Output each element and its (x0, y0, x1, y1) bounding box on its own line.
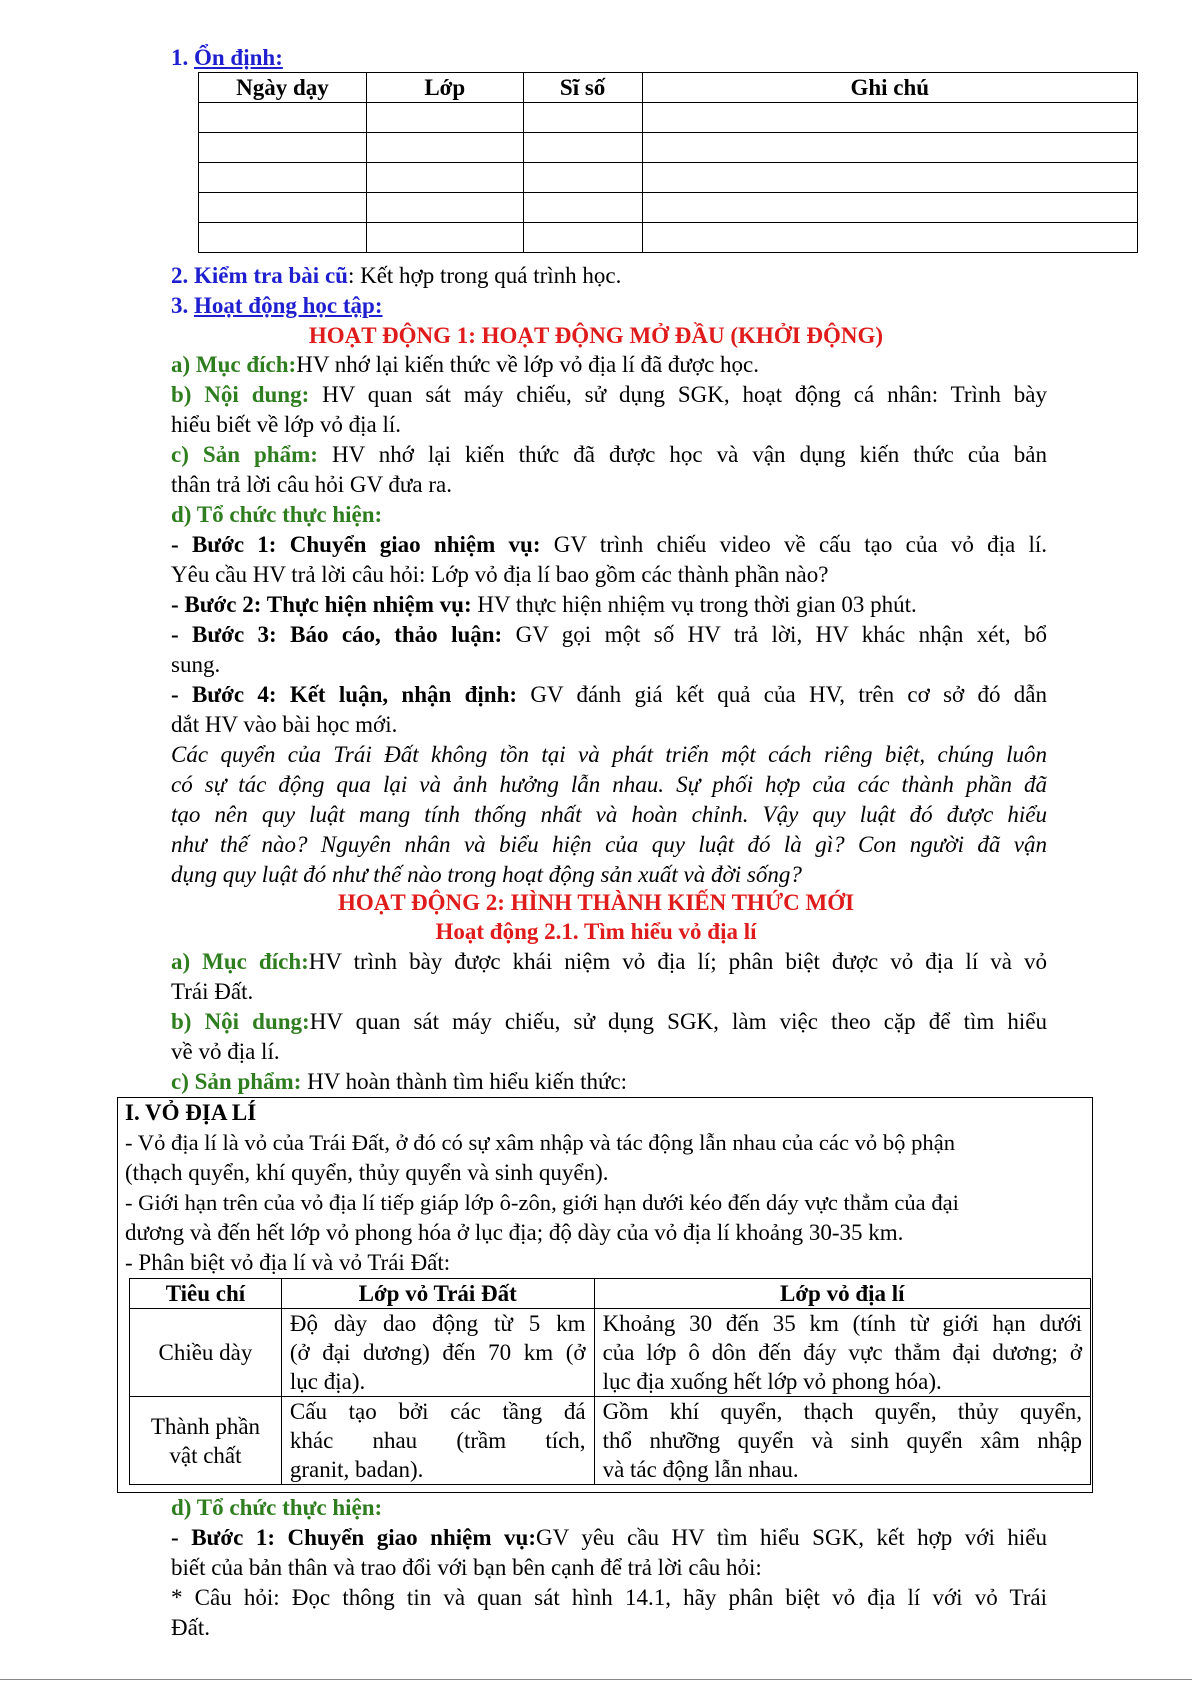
hd1-a-text: HV nhớ lại kiến thức về lớp vỏ địa lí đã được học. (296, 352, 759, 377)
table-row (130, 1397, 1091, 1485)
geo-shell-thickness (594, 1309, 1090, 1397)
hd2-a-line-2: Trái Đất. (171, 979, 254, 1004)
cell-line: thổ nhưỡng quyển và sinh quyển xâm nhập (602, 1428, 1082, 1453)
box-line-5: - Phân biệt vỏ địa lí và vỏ Trái Đất: (125, 1250, 451, 1275)
hd1-step-4 (171, 681, 1047, 709)
hd1-step-4-label: - Bước 4: Kết luận, nhận định: (171, 682, 518, 707)
table-row (199, 163, 1138, 193)
hd1-intro-line-4: như thế nào? Nguyên nhân và biểu hiện của quy luật đó là gì? Con người đã vận (171, 832, 1047, 857)
attendance-header-row (199, 73, 1138, 103)
comparison-table (129, 1278, 1091, 1485)
hd2-a-text: HV trình bày được khái niệm vỏ địa lí; phân biệt được vỏ địa lí và vỏ (308, 949, 1047, 974)
table-row (199, 193, 1138, 223)
box-line-3: - Giới hạn trên của vỏ địa lí tiếp giáp lớp ô-zôn, giới hạn dưới kéo đến dáy vực thẳm của đại (125, 1190, 959, 1215)
section-2-label: 2. Kiểm tra bài cũ (171, 263, 348, 288)
comparison-header-row (130, 1279, 1091, 1309)
hd1-step-3-line-2: sung. (171, 652, 221, 677)
hd2-step-1-label: - Bước 1: Chuyển giao nhiệm vụ: (171, 1525, 536, 1550)
cell-line: Gồm khí quyển, thạch quyển, thủy quyển, (602, 1399, 1082, 1424)
criterion-thickness: Chiều dày (130, 1309, 282, 1397)
hd1-step-1 (171, 531, 1047, 559)
col-ghi-chu: Ghi chú (642, 73, 1137, 103)
box-line-4: dương và đến hết lớp vỏ phong hóa ở lục địa; độ dày của vỏ địa lí khoảng 30-35 km. (125, 1220, 904, 1245)
cell-line: vật chất (169, 1442, 242, 1468)
cell-line: granit, badan). (289, 1457, 424, 1482)
page-bottom-divider (0, 1679, 1192, 1680)
hd1-b-line (171, 381, 1047, 409)
table-row (130, 1309, 1091, 1397)
section-2-line (171, 262, 621, 290)
hd2-b-label: b) Nội dung: (171, 1009, 310, 1034)
hd1-step-2-text: HV thực hiện nhiệm vụ trong thời gian 03 phút. (471, 592, 917, 617)
activity-1-heading: HOẠT ĐỘNG 1: HOẠT ĐỘNG MỞ ĐẦU (KHỞI ĐỘNG) (308, 323, 884, 348)
col-lop: Lớp (366, 73, 523, 103)
section-3-number: 3. (171, 293, 194, 318)
table-row (199, 223, 1138, 253)
col-lop-vo-dia-li: Lớp vỏ địa lí (594, 1279, 1090, 1309)
hd1-step-3 (171, 621, 1047, 649)
cell-line: lục địa xuống hết lớp vỏ phong hóa). (602, 1369, 942, 1394)
hd2-c-label: c) Sản phẩm: (171, 1069, 302, 1094)
cell-line: (ở đại dương) đến 70 km (ở (289, 1340, 586, 1365)
box-title: I. VỎ ĐỊA LÍ (125, 1100, 257, 1125)
hd1-c-label: c) Sản phẩm: (171, 442, 318, 467)
hd2-d-label: d) Tổ chức thực hiện: (171, 1495, 383, 1520)
geo-shell-composition (594, 1397, 1090, 1485)
earth-crust-composition (281, 1397, 594, 1485)
hd2-step-1 (171, 1524, 1047, 1552)
hd2-a-label: a) Mục đích: (171, 949, 309, 974)
col-lop-vo-trai-dat: Lớp vỏ Trái Đất (281, 1279, 594, 1309)
section-2-text: : Kết hợp trong quá trình học. (347, 263, 622, 288)
hd2-question-line-2: Đất. (171, 1615, 210, 1640)
section-1-number: 1. (171, 45, 194, 70)
activity-2-1-heading: Hoạt động 2.1. Tìm hiểu vỏ địa lí (435, 919, 757, 944)
section-3-title: Hoạt động học tập: (194, 293, 383, 318)
col-tieu-chi: Tiêu chí (130, 1279, 282, 1309)
hd1-step-4-text: GV đánh giá kết quả của HV, trên cơ sở đó dẫn (517, 682, 1047, 707)
cell-line: khác nhau (trầm tích, (289, 1428, 586, 1453)
hd2-question-line-1: * Câu hỏi: Đọc thông tin và quan sát hình 14.1, hãy phân biệt vỏ địa lí với vỏ Trái (171, 1585, 1047, 1610)
hd2-step-1-line-2: biết của bản thân và trao đổi với bạn bên cạnh để trả lời câu hỏi: (171, 1555, 762, 1580)
hd2-a-line (171, 948, 1047, 976)
cell-line: Độ dày dao động từ 5 km (289, 1311, 586, 1336)
cell-line: lục địa). (289, 1369, 366, 1394)
hd1-step-4-line-2: dắt HV vào bài học mới. (171, 712, 398, 737)
earth-crust-thickness (281, 1309, 594, 1397)
table-row (199, 133, 1138, 163)
attendance-table (198, 72, 1138, 253)
table-row (199, 103, 1138, 133)
hd1-step-1-text: GV trình chiếu video về cấu tạo của vỏ địa lí. (540, 532, 1048, 557)
hd1-a-line (171, 351, 759, 379)
hd1-c-text: HV nhớ lại kiến thức đã được học và vận dụng kiến thức của bản (317, 442, 1047, 467)
hd1-step-1-label: - Bước 1: Chuyển giao nhiệm vụ: (171, 532, 541, 557)
cell-line: của lớp ô dôn đến đáy vực thẳm đại dương; ở (602, 1340, 1082, 1365)
hd2-b-text: HV quan sát máy chiếu, sử dụng SGK, làm việc theo cặp để tìm hiểu (309, 1009, 1048, 1034)
hd2-b-line (171, 1008, 1047, 1036)
hd1-b-label: b) Nội dung: (171, 382, 310, 407)
box-line-2: (thạch quyển, khí quyển, thủy quyển và sinh quyển). (125, 1160, 609, 1185)
hd1-d-label: d) Tổ chức thực hiện: (171, 502, 383, 527)
col-ngay-day: Ngày dạy (199, 73, 367, 103)
cell-line: Cấu tạo bởi các tầng đá (289, 1399, 586, 1424)
hd1-step-2 (171, 591, 917, 619)
hd1-a-label: a) Mục đích: (171, 352, 297, 377)
hd1-step-3-label: - Bước 3: Báo cáo, thảo luận: (171, 622, 503, 647)
section-3-heading (171, 292, 383, 320)
hd2-b-line-2: về vỏ địa lí. (171, 1039, 280, 1064)
cell-line: Khoảng 30 đến 35 km (tính từ giới hạn dưới (602, 1311, 1082, 1336)
hd1-step-1-line-2: Yêu cầu HV trả lời câu hỏi: Lớp vỏ địa lí bao gồm các thành phần nào? (171, 562, 829, 587)
cell-line: Thành phần (150, 1413, 261, 1439)
hd1-intro-line-1: Các quyển của Trái Đất không tồn tại và phát triển một cách riêng biệt, chúng luôn (171, 742, 1047, 767)
hd1-b-line-2: hiểu biết về lớp vỏ địa lí. (171, 412, 401, 437)
hd2-step-1-text: GV yêu cầu HV tìm hiểu SGK, kết hợp với hiểu (535, 1525, 1047, 1550)
criterion-composition (130, 1397, 282, 1485)
activity-2-heading: HOẠT ĐỘNG 2: HÌNH THÀNH KIẾN THỨC MỚI (337, 890, 855, 915)
section-1-title: Ổn định: (194, 45, 283, 70)
section-1-heading (171, 44, 283, 72)
hd1-c-line (171, 441, 1047, 469)
hd2-c-line (171, 1068, 627, 1096)
hd1-intro-line-5: dụng quy luật đó như thế nào trong hoạt động sản xuất và đời sống? (171, 862, 802, 887)
hd1-step-3-text: GV gọi một số HV trả lời, HV khác nhận xét, bổ (502, 622, 1047, 647)
box-line-1: - Vỏ địa lí là vỏ của Trái Đất, ở đó có sự xâm nhập và tác động lẫn nhau của các vỏ bộ phận (125, 1130, 956, 1155)
hd1-c-line-2: thân trả lời câu hỏi GV đưa ra. (171, 472, 452, 497)
hd1-b-text: HV quan sát máy chiếu, sử dụng SGK, hoạt động cá nhân: Trình bày (309, 382, 1048, 407)
hd1-intro-line-3: tạo nên quy luật mang tính thống nhất và hoàn chỉnh. Vậy quy luật đó được hiểu (171, 802, 1047, 827)
cell-line: và tác động lẫn nhau. (602, 1457, 799, 1482)
hd2-c-text: HV hoàn thành tìm hiểu kiến thức: (301, 1069, 628, 1094)
hd1-intro-line-2: có sự tác động qua lại và ảnh hưởng lẫn nhau. Sự phối hợp của các thành phần đã (171, 772, 1047, 797)
hd1-step-2-label: - Bước 2: Thực hiện nhiệm vụ: (171, 592, 472, 617)
col-si-so: Sĩ số (523, 73, 642, 103)
